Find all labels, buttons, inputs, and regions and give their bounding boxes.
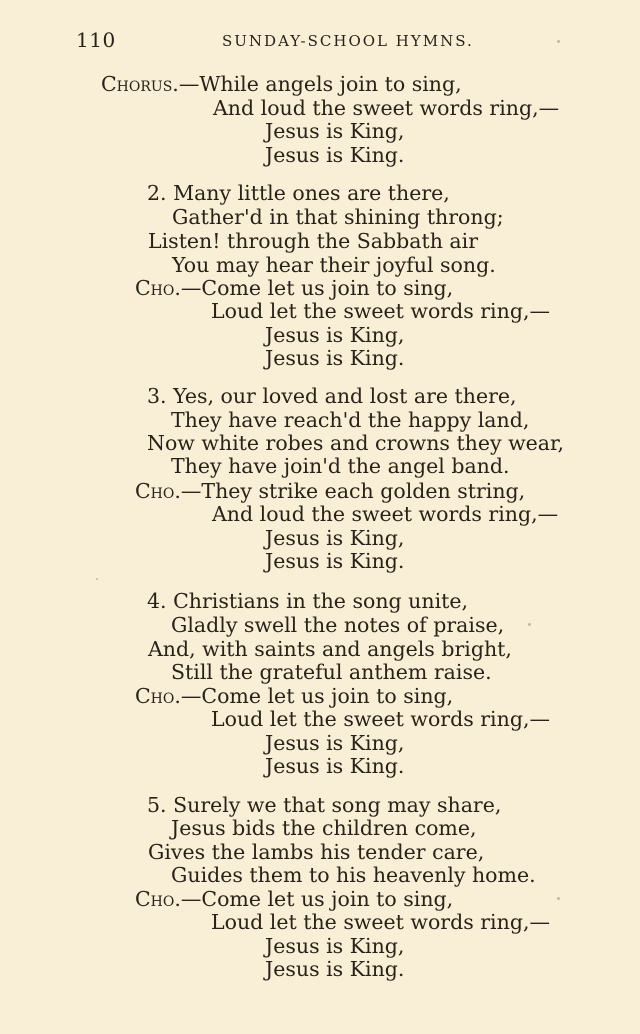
verse-line: 4. Christians in the song unite, (147, 589, 469, 613)
chorus-label: Cho. (135, 684, 181, 708)
verse-line: Jesus is King. (265, 754, 405, 778)
chorus-label: Cho. (135, 276, 181, 300)
verse-line: Loud let the sweet words ring,— (211, 707, 550, 731)
verse-line: 2. Many little ones are there, (147, 181, 450, 205)
chorus-label: Chorus. (101, 72, 179, 96)
verse-line: Jesus is King, (265, 934, 405, 958)
verse-line: Jesus is King. (265, 346, 405, 370)
verse-line: Gather'd in that shining throng; (172, 205, 504, 229)
verse-line: Jesus is King. (265, 143, 405, 167)
verse-line: Jesus is King, (265, 323, 405, 347)
verse-line: And loud the sweet words ring,— (213, 96, 560, 120)
verse-line: You may hear their joyful song. (172, 253, 496, 277)
verse-line: And loud the sweet words ring,— (212, 502, 559, 526)
verse-line: Chorus.—While angels join to sing, (101, 72, 462, 96)
running-head: SUNDAY-SCHOOL HYMNS. (222, 32, 474, 50)
verse-line: Cho.—Come let us join to sing, (135, 276, 454, 300)
paper-spot (528, 623, 531, 626)
verse-line: And, with saints and angels bright, (148, 637, 512, 661)
verse-line: Cho.—Come let us join to sing, (135, 887, 454, 911)
verse-line: Loud let the sweet words ring,— (211, 910, 550, 934)
verse-line: Jesus bids the children come, (171, 816, 477, 840)
chorus-label: Cho. (135, 479, 181, 503)
verse-line: 3. Yes, our loved and lost are there, (147, 384, 517, 408)
verse-line: Cho.—Come let us join to sing, (135, 684, 454, 708)
verse-line: Gives the lambs his tender care, (148, 840, 485, 864)
verse-line: 5. Surely we that song may share, (147, 793, 502, 817)
verse-line: Jesus is King, (265, 731, 405, 755)
verse-line: Gladly swell the notes of praise, (171, 613, 505, 637)
paper-spot (96, 578, 98, 580)
paper-spot (557, 897, 560, 900)
verse-line: They have join'd the angel band. (171, 454, 510, 478)
paper-spot (557, 40, 560, 43)
verse-line: Loud let the sweet words ring,— (211, 299, 550, 323)
verse-line: Jesus is King. (265, 549, 405, 573)
verse-line: Listen! through the Sabbath air (148, 229, 479, 253)
verse-line: Now white robes and crowns they wear, (147, 431, 565, 455)
verse-line: They have reach'd the happy land, (171, 408, 530, 432)
page-number: 110 (76, 28, 116, 52)
verse-line: Cho.—They strike each golden string, (135, 479, 526, 503)
chorus-label: Cho. (135, 887, 181, 911)
verse-line: Still the grateful anthem raise. (171, 660, 492, 684)
verse-line: Jesus is King, (265, 119, 405, 143)
verse-line: Jesus is King, (265, 526, 405, 550)
verse-line: Guides them to his heavenly home. (171, 863, 536, 887)
verse-line: Jesus is King. (265, 957, 405, 981)
